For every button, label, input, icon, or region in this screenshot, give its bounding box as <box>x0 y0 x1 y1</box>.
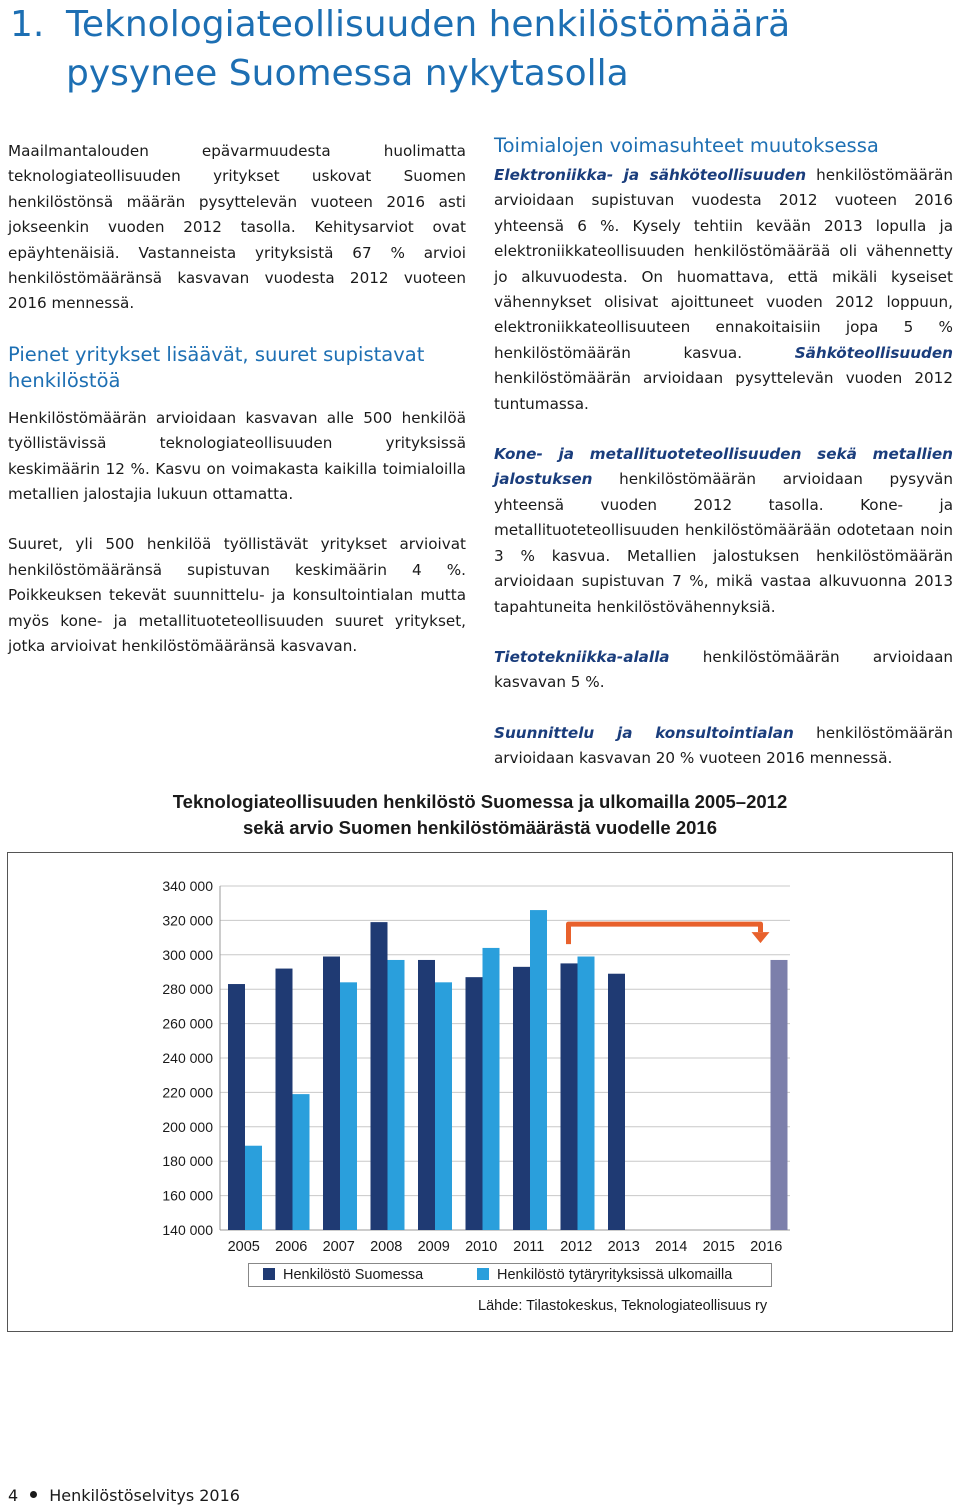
bar-abroad <box>435 982 452 1230</box>
legend-swatch-abroad <box>477 1268 489 1280</box>
x-tick-label: 2012 <box>560 1239 593 1255</box>
x-tick-label: 2010 <box>465 1239 498 1255</box>
y-tick-label: 300 000 <box>162 946 213 963</box>
electrical-term: Sähköteollisuuden <box>794 343 953 362</box>
chart-legend <box>248 1263 772 1287</box>
chart-source: Lähde: Tilastokeskus, Teknologiateollisuus ry <box>478 1298 768 1314</box>
bar-abroad <box>483 948 500 1230</box>
page-number: 4 <box>8 1486 19 1505</box>
electrical-text: henkilöstömäärän arvioidaan pysyttelevän vuoden 2012 tuntumassa. <box>494 369 953 413</box>
title-line-2: pysynee Suomessa nykytasolla <box>66 53 629 94</box>
publication-name: Henkilöstöselvitys 2016 <box>49 1486 240 1505</box>
x-tick-label: 2015 <box>702 1239 735 1255</box>
y-tick-label: 280 000 <box>162 981 213 998</box>
chart-title-line-1: Teknologiateollisuuden henkilöstö Suomessa ja ulkomailla 2005–2012 <box>172 791 788 812</box>
intro-paragraph: Maailmantalouden epävarmuudesta huolimatta teknologiateollisuuden yritykset uskovat Suomen henkilöstönsä määrän pysyttelevän vuoteen 2016 asti jokseenkin vuoden 2012 tasolla. Kehitysarviot ovat epäyhtenäisiä. Vastanneista yrityksistä 67 % arvioi henkilöstömääränsä kasvavan vuodesta 2012 vuoteen 2016 mennessä. <box>8 142 466 313</box>
bar-abroad <box>530 910 547 1230</box>
electronics-term: Elektroniikka- ja sähköteollisuuden <box>494 166 807 184</box>
left-paragraph-1: Henkilöstömäärän arvioidaan kasvavan alle 500 henkilöä työllistävissä teknologiateollisuuden yrityksissä keskimäärin 12 %. Kasvu on voimakasta kaikilla toimialoilla metallien jalostajia lukuun ottamatta. <box>8 408 466 504</box>
bar-finland <box>466 977 483 1230</box>
machinery-text: henkilöstömäärän arvioidaan pysyvän yhteensä vuoden 2012 tasolla. Kone- ja metallituoteteollisuuden henkilöstömäärään odotetaan noin 3 % kasvua. Metallien jalostuksen henkilöstömäärän arvioidaan supistuvan 7 %, mikä vastaa alkuvuonna 2013 tapahtuneita henkilöstövähennyksiä. <box>494 470 953 616</box>
bar-finland <box>561 963 578 1230</box>
it-text: henkilöstömäärän arvioidaan kasvavan 5 %. <box>494 647 953 692</box>
y-tick-label: 260 000 <box>162 1015 213 1032</box>
y-tick-label: 160 000 <box>162 1187 213 1204</box>
legend-item-finland <box>263 1264 423 1286</box>
bar-abroad <box>388 960 405 1230</box>
x-tick-label: 2006 <box>275 1239 308 1255</box>
legend-label-abroad: Henkilöstö tytäryrityksissä ulkomailla <box>497 1267 733 1283</box>
bar-forecast <box>771 960 788 1230</box>
bar-finland <box>228 984 245 1230</box>
bar-finland <box>608 974 625 1230</box>
left-paragraph-2: Suuret, yli 500 henkilöä työllistävät yritykset arvioivat henkilöstömääränsä supistuvan keskimäärin 4 %. Poikkeuksen tekevät suunnittelu- ja konsultointialan mutta myös kone- ja metallituoteteollisuuden suuret yritykset, jotka arvioivat henkilöstömääränsä kasvavan. <box>8 535 466 656</box>
x-tick-label: 2014 <box>655 1239 688 1255</box>
y-tick-label: 340 000 <box>162 878 213 894</box>
electronics-text: henkilöstömäärän arvioidaan supistuvan vuodesta 2012 vuoteen 2016 yhteensä 6 %. Kysely tehtiin kevään 2013 lopulla ja elektroniikkateollisuuden henkilöstömäärää oli vähennetty jo alkuvuodesta. On huomattava, että mikäli kyseiset vähennykset olisivat ajoittuneet vuoden 2012 loppuun, elektroniikkateollisuuteen ennakoitaisiin jopa 5 % henkilöstömäärän kasvua. <box>494 166 953 362</box>
x-tick-label: 2009 <box>417 1239 450 1255</box>
legend-swatch-finland <box>263 1268 275 1280</box>
bar-finland <box>276 969 293 1230</box>
section-number: 1. <box>10 4 45 45</box>
bar-abroad <box>293 1094 310 1230</box>
machinery-term: Kone- ja metallituoteteollisuuden sekä metallien jalostuksen <box>494 445 953 489</box>
it-term: Tietotekniikka-alalla <box>494 647 670 666</box>
right-subheading: Toimialojen voimasuhteet muutoksessa <box>494 134 879 157</box>
consulting-text: henkilöstömäärän arvioidaan kasvavan 20 % vuoteen 2016 mennessä. <box>494 723 953 768</box>
x-tick-label: 2013 <box>607 1239 640 1255</box>
page-footer <box>8 1486 240 1505</box>
y-tick-label: 240 000 <box>162 1050 213 1066</box>
y-tick-label: 220 000 <box>162 1084 213 1101</box>
bar-finland <box>323 957 340 1230</box>
x-tick-label: 2007 <box>322 1239 355 1255</box>
y-tick-label: 140 000 <box>162 1222 213 1238</box>
x-tick-label: 2016 <box>750 1239 783 1255</box>
bar-finland <box>513 967 530 1230</box>
bullet-icon <box>30 1491 37 1498</box>
legend-label-finland: Henkilöstö Suomessa <box>283 1267 424 1283</box>
bar-finland <box>371 922 388 1230</box>
y-tick-label: 180 000 <box>162 1153 213 1170</box>
forecast-arrow-head <box>752 932 770 943</box>
x-tick-label: 2008 <box>370 1239 403 1255</box>
x-tick-label: 2005 <box>227 1239 260 1255</box>
x-tick-label: 2011 <box>513 1239 545 1255</box>
y-tick-label: 320 000 <box>162 912 213 929</box>
y-tick-label: 200 000 <box>162 1118 213 1135</box>
consulting-term: Suunnittelu ja konsultointialan <box>494 723 794 742</box>
bar-abroad <box>578 957 595 1230</box>
legend-item-abroad <box>477 1264 732 1286</box>
bar-abroad <box>245 1146 262 1230</box>
bar-finland <box>418 960 435 1230</box>
left-subheading: Pienet yritykset lisäävät, suuret supistavat henkilöstöä <box>8 342 425 392</box>
forecast-arrow <box>569 924 761 944</box>
chart-title-line-2: sekä arvio Suomen henkilöstömäärästä vuodelle 2016 <box>242 817 718 838</box>
bar-abroad <box>340 982 357 1230</box>
title-line-1: Teknologiateollisuuden henkilöstömäärä <box>66 4 791 45</box>
